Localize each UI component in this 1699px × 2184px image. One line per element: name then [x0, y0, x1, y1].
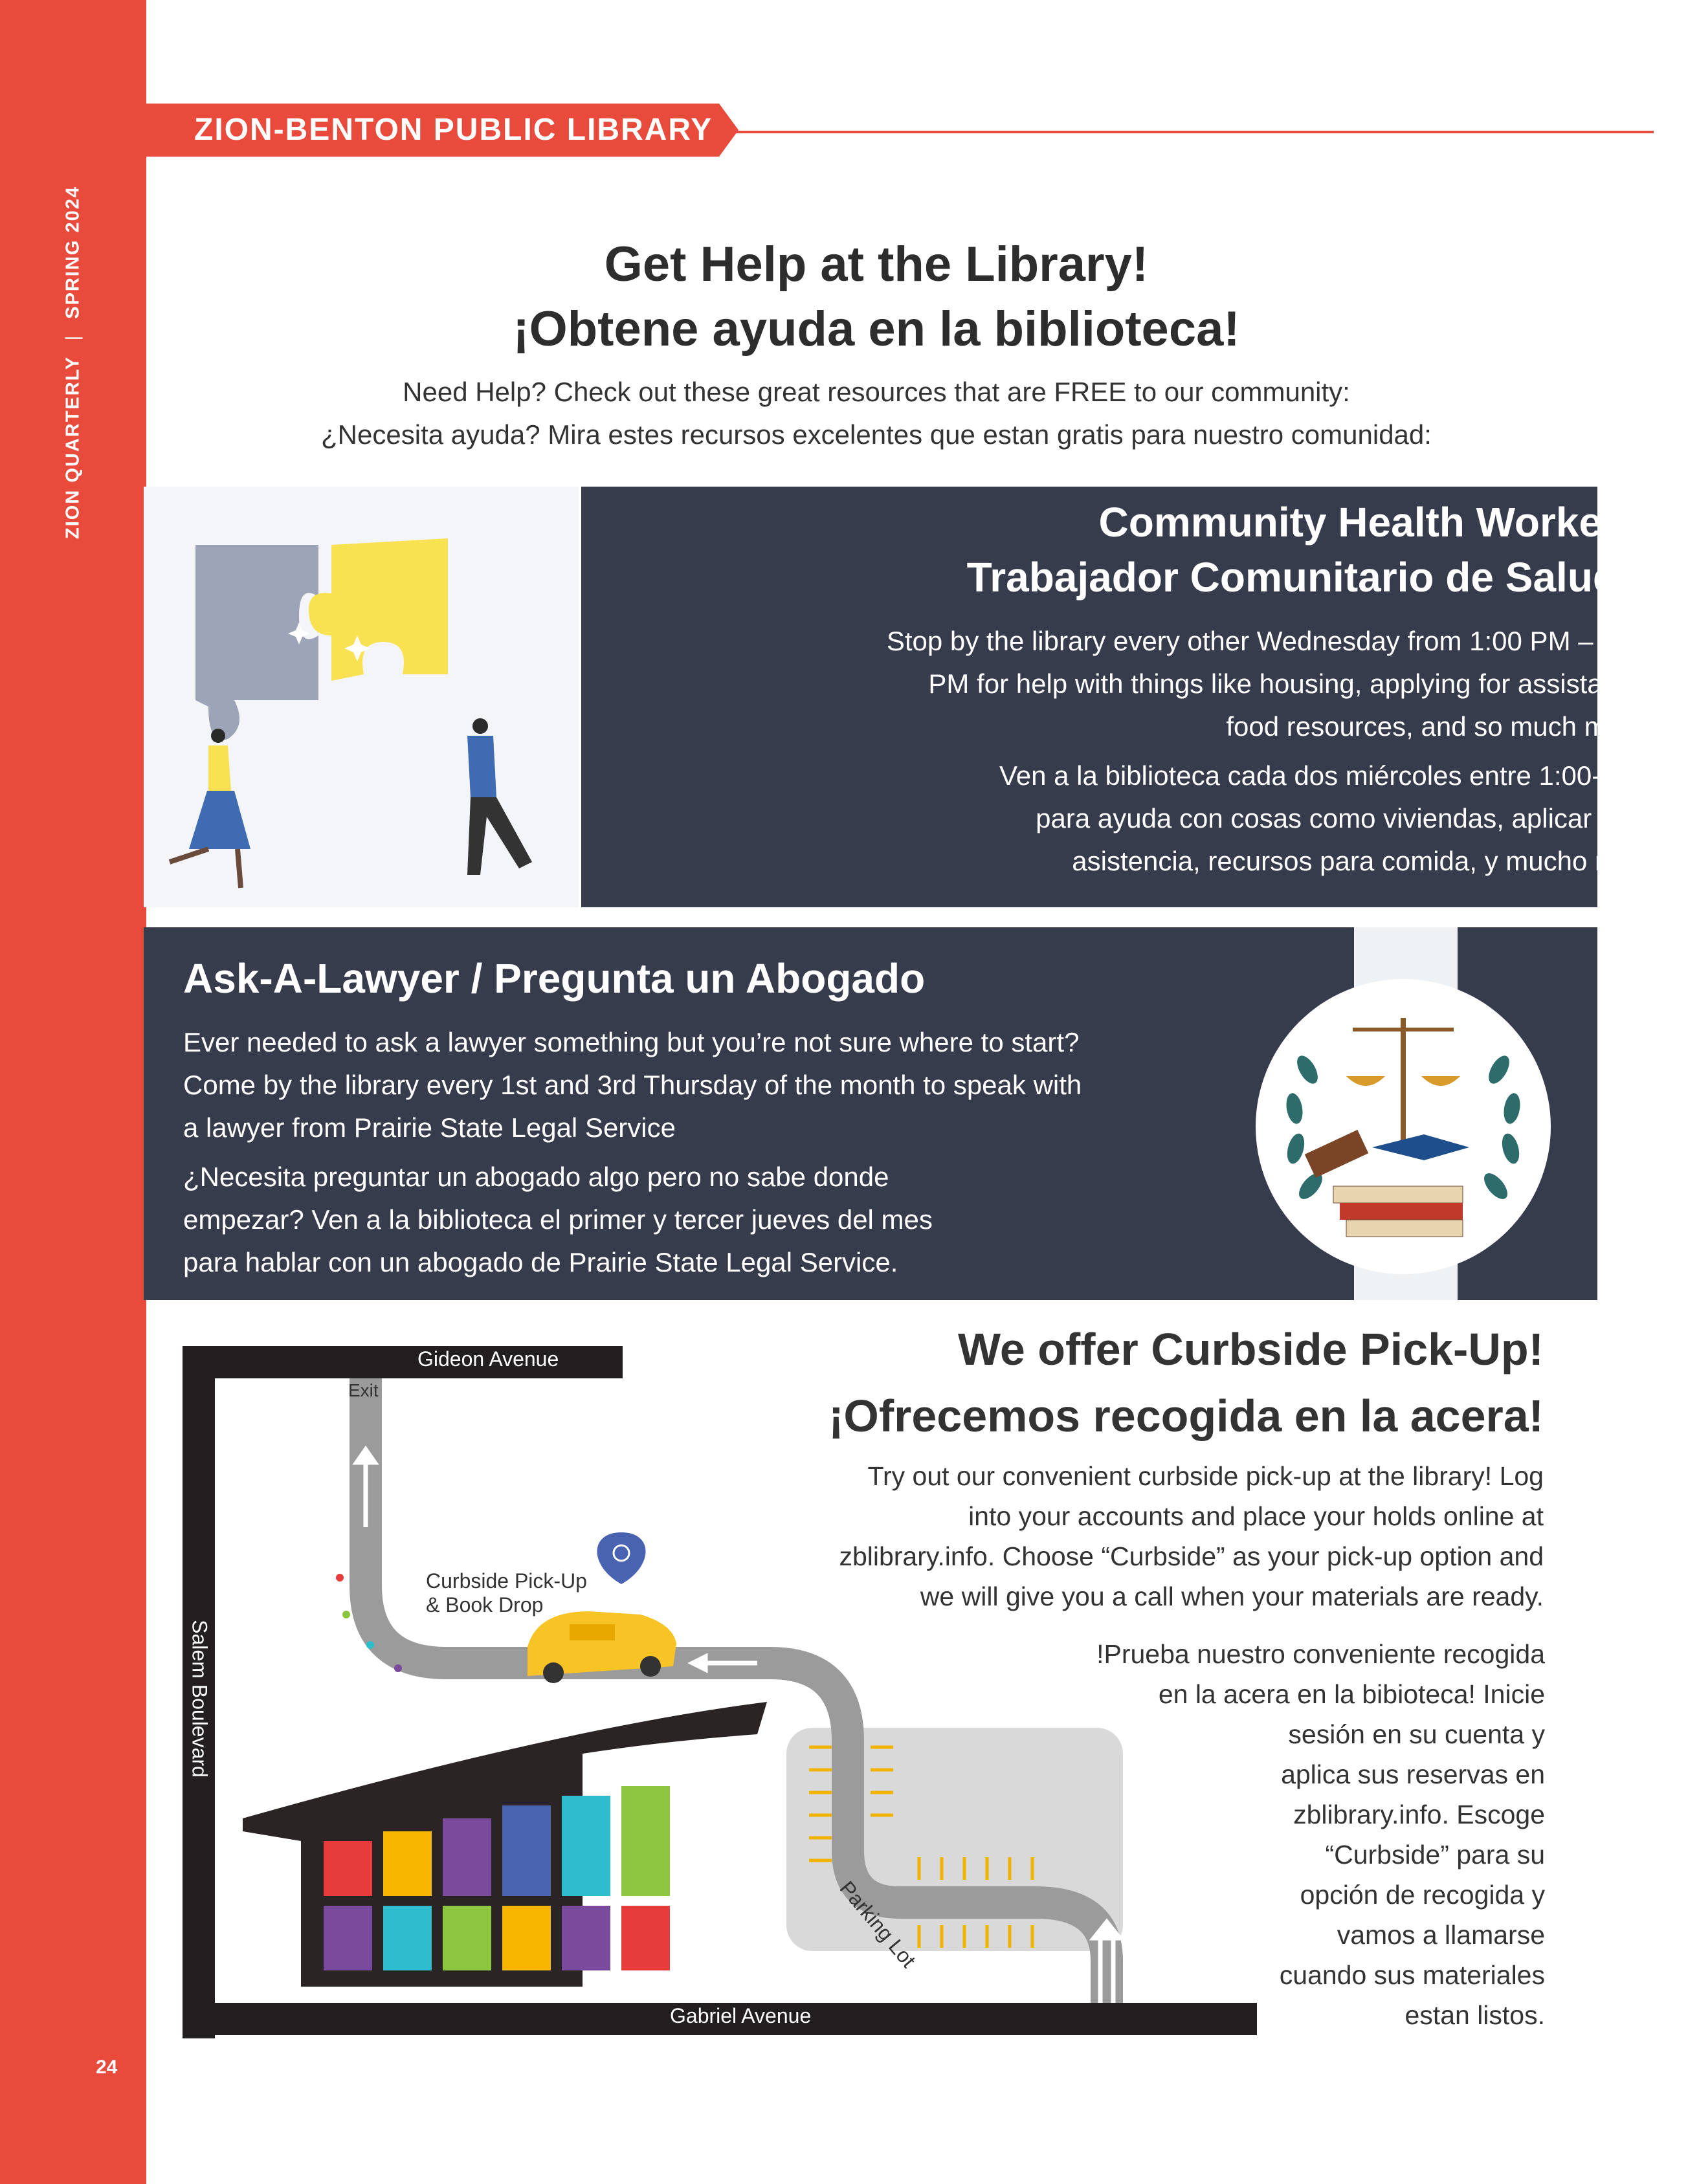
decor-dot	[366, 1641, 374, 1649]
lawyer-en-line: Come by the library every 1st and 3rd Thursday of the month to speak with	[183, 1070, 1082, 1100]
chw-en-line: food resources, and so much more!	[1226, 711, 1654, 742]
intro-line-english: Need Help? Check out these great resources that are FREE to our community:	[403, 377, 1350, 407]
curbside-es-line: aplica sus reservas en	[1281, 1759, 1545, 1789]
pickup-label-line: Curbside Pick-Up	[426, 1569, 587, 1593]
chw-paragraph-english	[887, 620, 1654, 748]
curbside-paragraph-english	[702, 1456, 1544, 1616]
header-rule	[731, 131, 1654, 133]
curbside-paragraph-spanish	[962, 1634, 1545, 2035]
curbside-es-line: sesión en su cuenta y	[1288, 1719, 1545, 1749]
page-number: 24	[96, 2057, 118, 2078]
location-pin-icon	[597, 1532, 646, 1584]
street-label-gideon: Gideon Avenue	[417, 1347, 559, 1371]
street-label-gabriel: Gabriel Avenue	[670, 2004, 812, 2027]
decor-dot	[394, 1664, 402, 1672]
page-title-spanish: ¡Obtene ayuda en la biblioteca!	[513, 302, 1240, 357]
exit-label: Exit	[348, 1380, 379, 1400]
parking-lot-label: Parking Lot	[835, 1877, 921, 1972]
lawyer-es-line: empezar? Ven a la biblioteca el primer y tercer jueves del mes	[183, 1204, 933, 1235]
decor-dot	[336, 1574, 344, 1582]
chw-es-line: para ayuda con cosas como viviendas, aplicar para	[1036, 803, 1654, 833]
lawyer-title: Ask-A-Lawyer / Pregunta un Abogado	[183, 955, 926, 1002]
pickup-label	[426, 1569, 587, 1617]
lawyer-es-line: para hablar con un abogado de Prairie State Legal Service.	[183, 1247, 898, 1277]
curbside-en-line: we will give you a call when your materials are ready.	[920, 1582, 1544, 1611]
decor-dot	[342, 1611, 350, 1618]
chw-title-spanish: Trabajador Comunitario de Salud	[966, 554, 1618, 601]
page-title-english: Get Help at the Library!	[604, 237, 1149, 292]
puzzle-people-icon	[144, 487, 579, 907]
justice-emblem	[1256, 979, 1551, 1274]
curbside-es-line: cuando sus materiales	[1279, 1960, 1545, 1990]
lawyer-paragraph-spanish	[183, 1156, 1251, 1284]
curbside-es-line: estan listos.	[1405, 2000, 1545, 2030]
chw-es-line: asistencia, recursos para comida, y mucho mas!	[1072, 846, 1654, 876]
curbside-es-line: vamos a llamarse	[1337, 1920, 1545, 1950]
lawyer-es-line: ¿Necesita preguntar un abogado algo pero no sabe donde	[183, 1162, 889, 1192]
scales-of-justice-icon	[1256, 979, 1551, 1274]
publication-name: ZION QUARTERLY	[62, 356, 83, 540]
puzzle-illustration	[144, 487, 579, 907]
publication-separator: |	[62, 334, 83, 341]
curbside-en-line: into your accounts and place your holds online at	[968, 1501, 1544, 1531]
lawyer-en-line: Ever needed to ask a lawyer something but you’re not sure where to start?	[183, 1027, 1080, 1057]
publication-season: SPRING 2024	[62, 185, 83, 319]
lawyer-en-line: a lawyer from Prairie State Legal Service	[183, 1112, 676, 1143]
lawyer-paragraph-english	[183, 1021, 1251, 1149]
curbside-title-english: We offer Curbside Pick-Up!	[958, 1324, 1544, 1374]
chw-es-line: Ven a la biblioteca cada dos miércoles entre 1:00-3:00	[999, 760, 1654, 791]
chw-en-line: PM for help with things like housing, applying for assistance,	[928, 668, 1654, 699]
curbside-es-line: zblibrary.info. Escoge	[1293, 1800, 1545, 1829]
chw-en-line: Stop by the library every other Wednesday from 1:00 PM – 3:00	[886, 626, 1654, 656]
curbside-es-line: en la acera en la bibioteca! Inicie	[1158, 1679, 1545, 1709]
curbside-es-line: opción de recogida y	[1300, 1880, 1545, 1910]
curbside-en-line: Try out our convenient curbside pick-up at the library! Log	[867, 1461, 1544, 1491]
curbside-title-spanish: ¡Ofrecemos recogida en la acera!	[828, 1391, 1544, 1441]
library-name: ZION-BENTON PUBLIC LIBRARY	[194, 113, 713, 147]
sidebar-publication-label	[63, 186, 84, 539]
pickup-label-line: & Book Drop	[426, 1593, 544, 1616]
curbside-es-line: “Curbside” para su	[1325, 1840, 1545, 1870]
curbside-en-line: zblibrary.info. Choose “Curbside” as your pick-up option and	[839, 1541, 1544, 1571]
intro-line-spanish: ¿Necesita ayuda? Mira estes recursos excelentes que estan gratis para nuestro comunidad:	[321, 419, 1432, 450]
curbside-es-line: !Prueba nuestro conveniente recogida	[1096, 1639, 1545, 1669]
chw-paragraph-spanish	[999, 755, 1654, 883]
street-label-salem: Salem Boulevard	[188, 1620, 212, 1778]
chw-title-english: Community Health Worker	[1098, 499, 1618, 546]
